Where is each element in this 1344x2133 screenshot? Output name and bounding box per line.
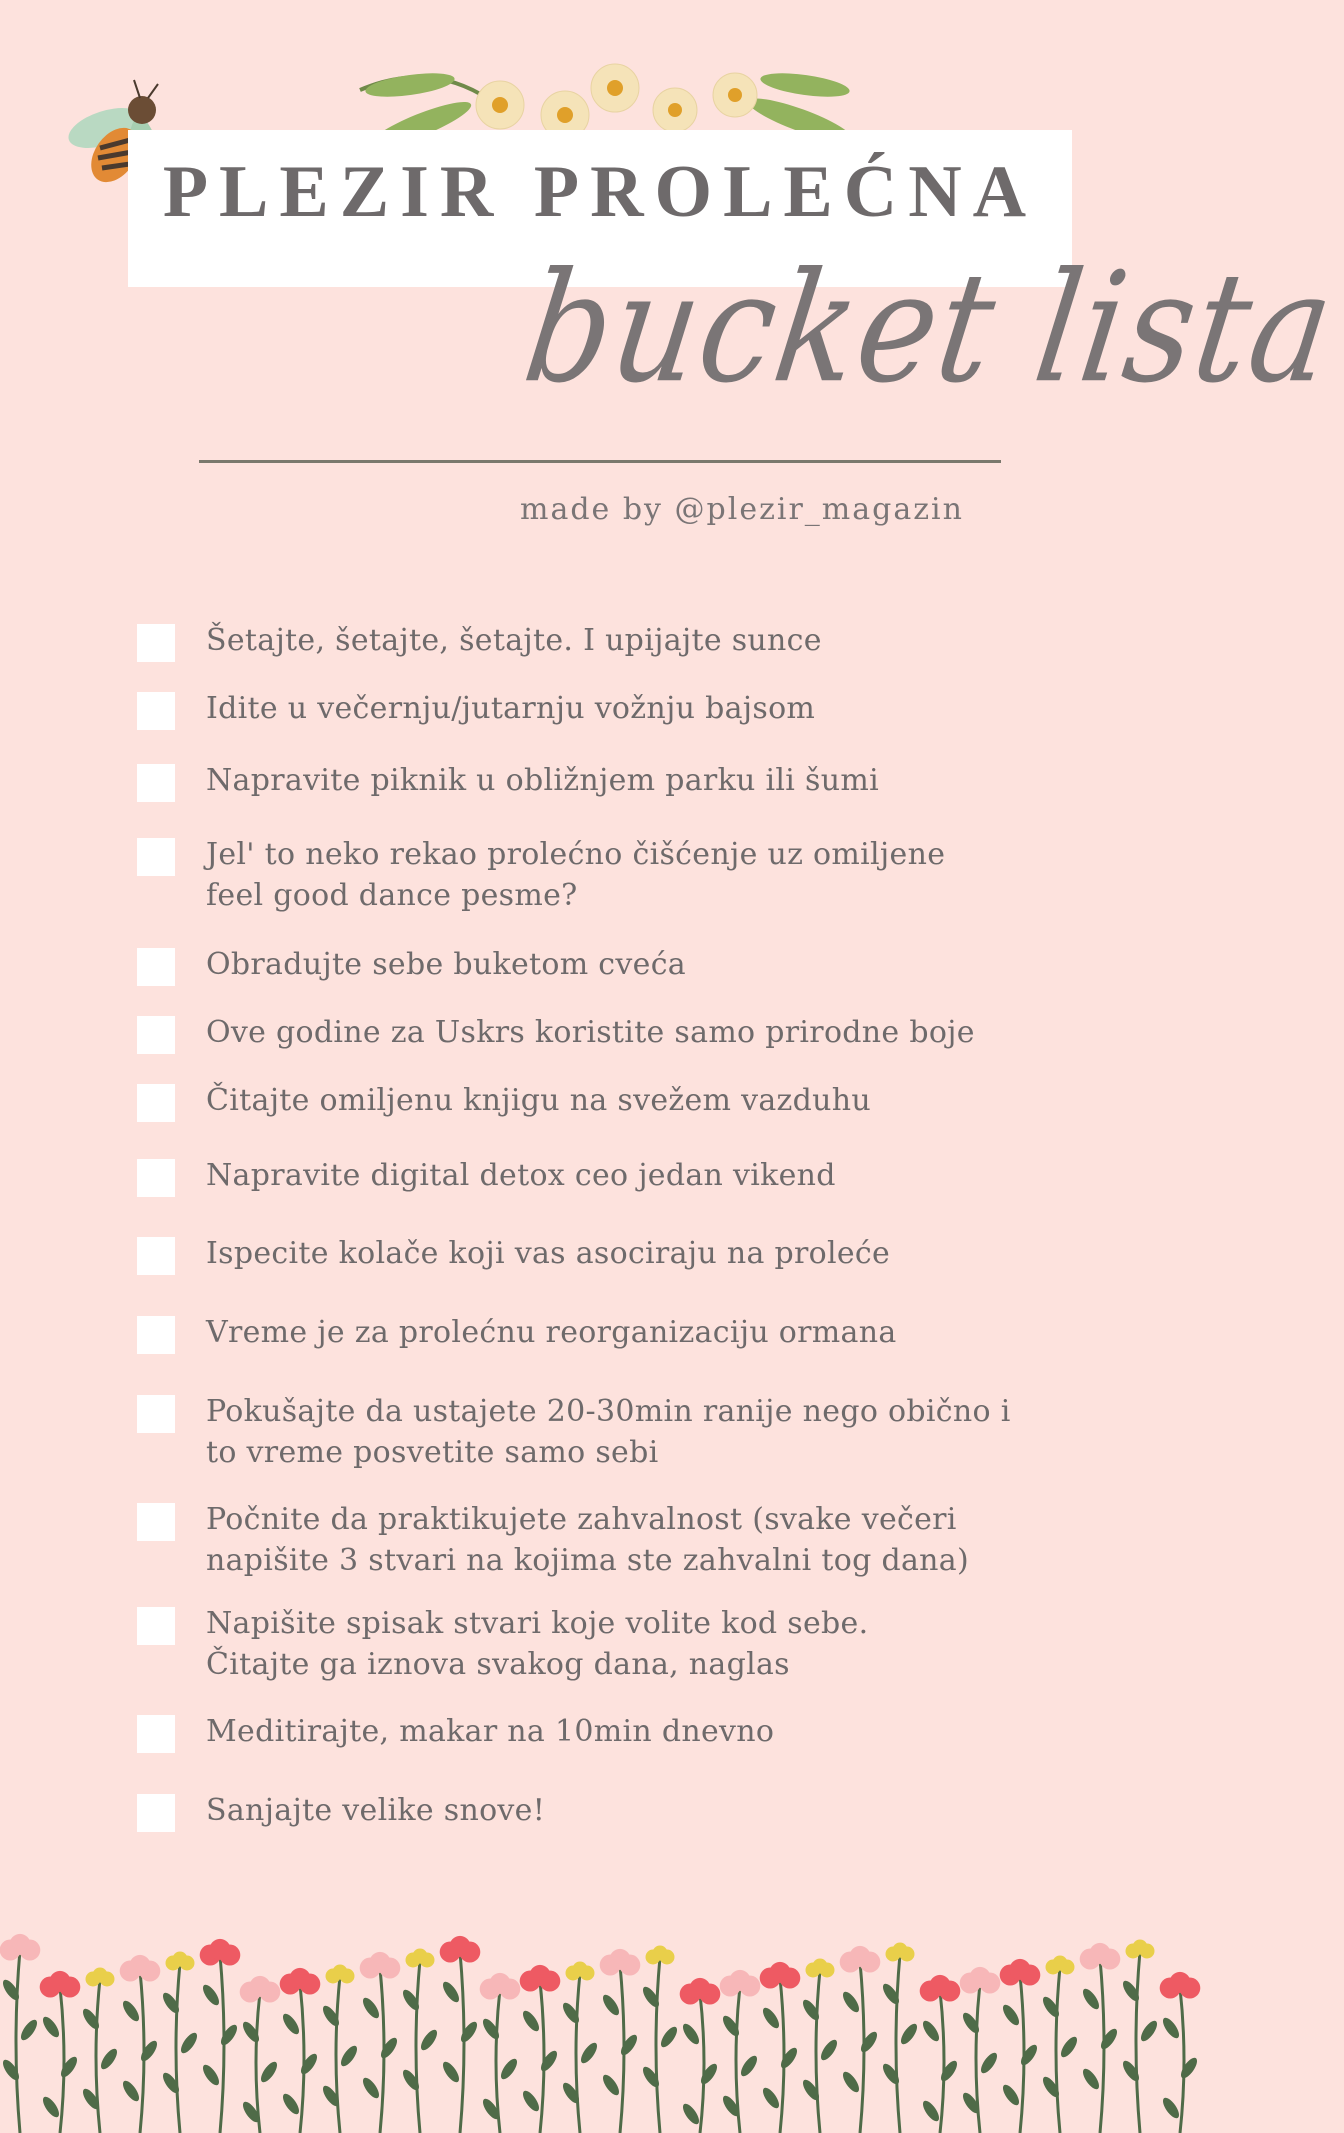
item-text: Jel' to neko rekao prolećno čišćenje uz omiljene feel good dance pesme? — [206, 837, 946, 913]
checkbox[interactable] — [137, 624, 175, 662]
page-title: PLEZIR PROLEĆNA — [162, 151, 1038, 233]
checkbox[interactable] — [137, 1159, 175, 1197]
item-text: Vreme je za prolećnu reorganizaciju ormana — [206, 1315, 897, 1350]
checkbox[interactable] — [137, 1316, 175, 1354]
script-subtitle: bucket lista — [515, 240, 1344, 418]
checkbox[interactable] — [137, 1607, 175, 1645]
checkbox[interactable] — [137, 1715, 175, 1753]
item-text: Napišite spisak stvari koje volite kod sebe. Čitajte ga iznova svakog dana, naglas — [206, 1606, 869, 1682]
checkbox[interactable] — [137, 1237, 175, 1275]
item-text: Sanjajte velike snove! — [206, 1793, 546, 1828]
checkbox[interactable] — [137, 1794, 175, 1832]
item-text: Pokušajte da ustajete 20-30min ranije nego obično i to vreme posvetite samo sebi — [206, 1394, 1011, 1470]
checkbox[interactable] — [137, 1084, 175, 1122]
checkbox[interactable] — [137, 764, 175, 802]
item-text: Meditirajte, makar na 10min dnevno — [206, 1714, 775, 1749]
checkbox[interactable] — [137, 1503, 175, 1541]
item-text: Čitajte omiljenu knjigu na svežem vazduhu — [206, 1083, 872, 1118]
item-text: Počnite da praktikujete zahvalnost (svake večeri napišite 3 stvari na kojima ste zahvalni tog dana) — [206, 1502, 969, 1578]
item-text: Obradujte sebe buketom cveća — [206, 947, 686, 982]
item-text: Ispecite kolače koji vas asociraju na proleće — [206, 1236, 891, 1271]
item-text: Napravite digital detox ceo jedan vikend — [206, 1158, 836, 1193]
item-text: Idite u večernju/jutarnju vožnju bajsom — [206, 691, 816, 726]
checkbox[interactable] — [137, 838, 175, 876]
checkbox[interactable] — [137, 1016, 175, 1054]
item-text: Ove godine za Uskrs koristite samo prirodne boje — [206, 1015, 975, 1050]
checkbox[interactable] — [137, 1395, 175, 1433]
divider — [199, 460, 1001, 463]
flower-meadow-icon — [0, 1930, 1200, 2133]
credit-text: made by @plezir_magazin — [520, 492, 964, 527]
checkbox[interactable] — [137, 692, 175, 730]
checkbox[interactable] — [137, 948, 175, 986]
item-text: Šetajte, šetajte, šetajte. I upijajte sunce — [206, 623, 822, 658]
item-text: Napravite piknik u obližnjem parku ili šumi — [206, 763, 879, 798]
